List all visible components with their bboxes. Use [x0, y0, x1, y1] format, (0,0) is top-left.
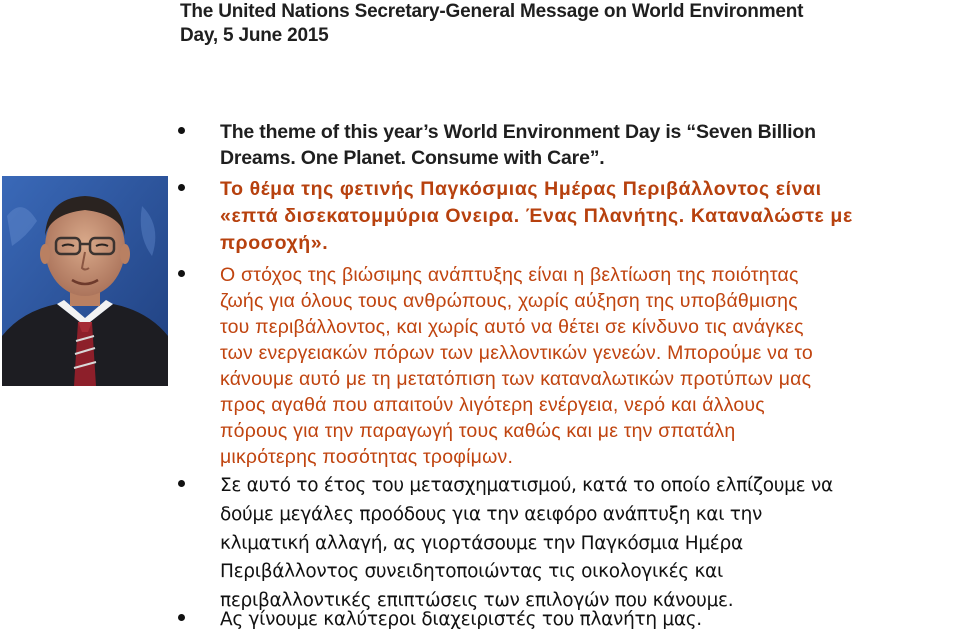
bullet-text: Ο στόχος της βιώσιμης ανάπτυξης είναι η βελτίωση της ποιότητας ζωής για όλους τους ανθρώπους, χωρίς αύξηση της υποβάθμισης του περιβάλλοντος, και χωρίς αυτό να θέτει σε κίνδυνο τις ανάγκες των ενεργειακών πόρων των μελλοντικών γενεών. Μπορούμε να το κάνουμε αυτό με τη μετατόπιση των καταναλωτικών προτύπων μας προς αγαθά που απαιτούν λιγότερη ενέργεια, νερό και άλλους πόρους για την παραγωγή τους καθώς και με την σπατάλη μικρότερης ποσότητας τροφίμων.	[220, 264, 813, 468]
bullet-text: Το θέμα της φετινής Παγκόσμιας Ημέρας Περιβάλλοντος είναι «επτά δισεκατομμύρια Ονειρα. Ένας Πλανήτης. Καταναλώστε με προσοχή».	[220, 178, 853, 254]
bullet-dot	[178, 127, 185, 134]
bullet-text: The theme of this year’s World Environment Day is “Seven Billion Dreams. One Planet. Consume with Care”.	[220, 121, 816, 169]
bullet-dot	[178, 480, 185, 487]
bullet-text: Ας γίνουμε καλύτεροι διαχειριστές του πλανήτη μας.	[220, 609, 702, 630]
bullet-dot	[178, 184, 185, 191]
bullet-text: Σε αυτό το έτος του μετασχηματισμού, κατά το οποίο ελπίζουμε να δούμε μεγάλες προόδους για την αειφόρο ανάπτυξη και την κλιματική αλλαγή, ας γιορτάσουμε την Παγκόσμια Ημέρα Περιβάλλοντος συνειδητοποιώντας τις οικολογικές και περιβαλλοντικές επιπτώσεις των επιλογών που κάνουμε.	[220, 475, 833, 612]
bullet-dot	[178, 270, 185, 277]
slide-title: The United Nations Secretary-General Message on World Environment Day, 5 June 2015	[180, 1, 804, 46]
bullet-dot	[178, 614, 185, 621]
